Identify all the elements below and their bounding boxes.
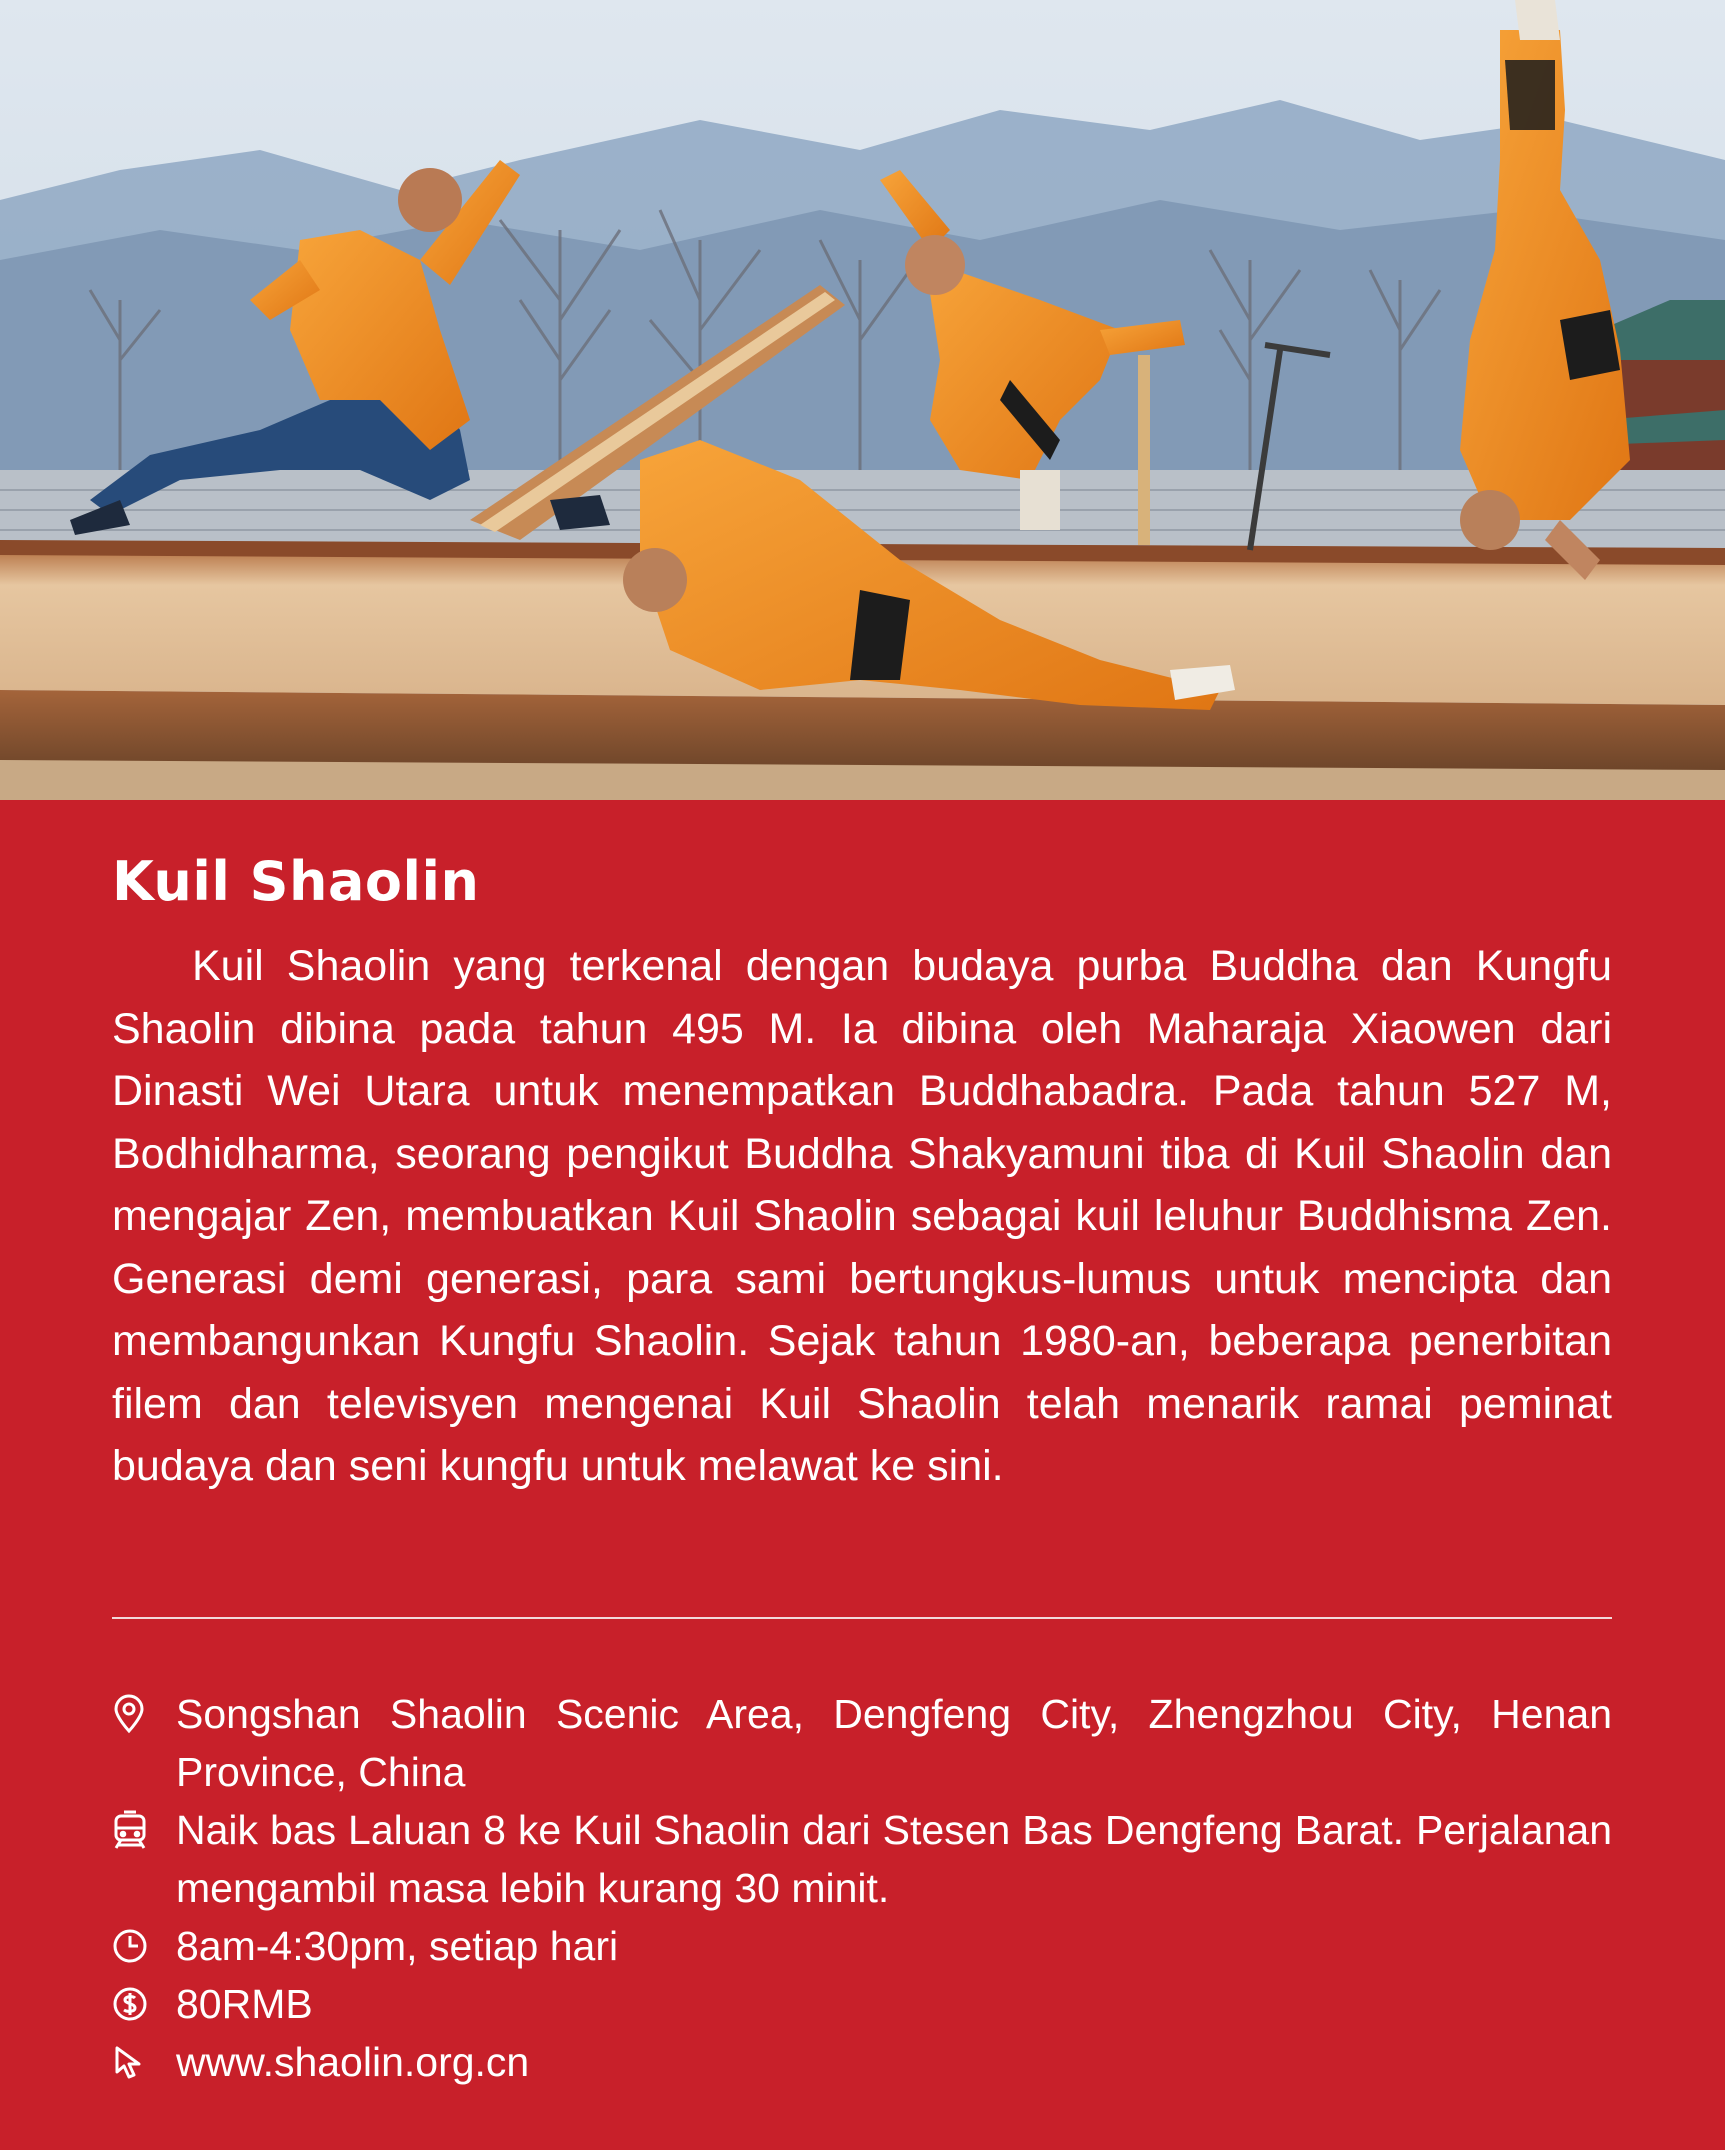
article-title: Kuil Shaolin xyxy=(112,850,480,913)
info-list xyxy=(112,1685,1612,2091)
clock-icon xyxy=(112,1917,176,1975)
cursor-icon xyxy=(112,2033,176,2091)
wooden-post xyxy=(1138,355,1150,545)
price-text: 80RMB xyxy=(176,1981,313,2027)
info-transport xyxy=(112,1801,1612,1917)
hours-text: 8am-4:30pm, setiap hari xyxy=(176,1923,619,1969)
website-link[interactable]: www.shaolin.org.cn xyxy=(176,2039,530,2085)
info-website[interactable] xyxy=(112,2033,1612,2091)
shaolin-monks-photo xyxy=(0,0,1725,800)
divider xyxy=(112,1617,1612,1619)
transport-text: Naik bas Laluan 8 ke Kuil Shaolin dari Stesen Bas Dengfeng Barat. Perjalanan mengambil masa lebih kurang 30 minit. xyxy=(176,1807,1612,1911)
info-price xyxy=(112,1975,1612,2033)
location-pin-icon xyxy=(112,1685,176,1743)
address-text: Songshan Shaolin Scenic Area, Dengfeng City, Zhengzhou City, Henan Province, China xyxy=(176,1691,1612,1795)
article-body: Kuil Shaolin yang terkenal dengan budaya purba Buddha dan Kungfu Shaolin dibina pada tahun 495 M. Ia dibina oleh Maharaja Xiaowen dari Dinasti Wei Utara untuk menempatkan Buddhabadra. Pada tahun 527 M, Bodhidharma, seorang pengikut Buddha Shakyamuni tiba di Kuil Shaolin dan mengajar Zen, membuatkan Kuil Shaolin sebagai kuil leluhur Buddhisma Zen. Generasi demi generasi, para sami bertungkus-lumus untuk mencipta dan membangunkan Kungfu Shaolin. Sejak tahun 1980-an, beberapa penerbitan filem dan televisyen mengenai Kuil Shaolin telah menarik ramai peminat budaya dan seni kungfu untuk melawat ke sini. xyxy=(112,942,1612,1490)
info-address xyxy=(112,1685,1612,1801)
hero-photo xyxy=(0,0,1725,800)
info-panel xyxy=(0,800,1725,2150)
dollar-icon xyxy=(112,1975,176,2033)
train-icon xyxy=(112,1801,176,1859)
info-hours xyxy=(112,1917,1612,1975)
